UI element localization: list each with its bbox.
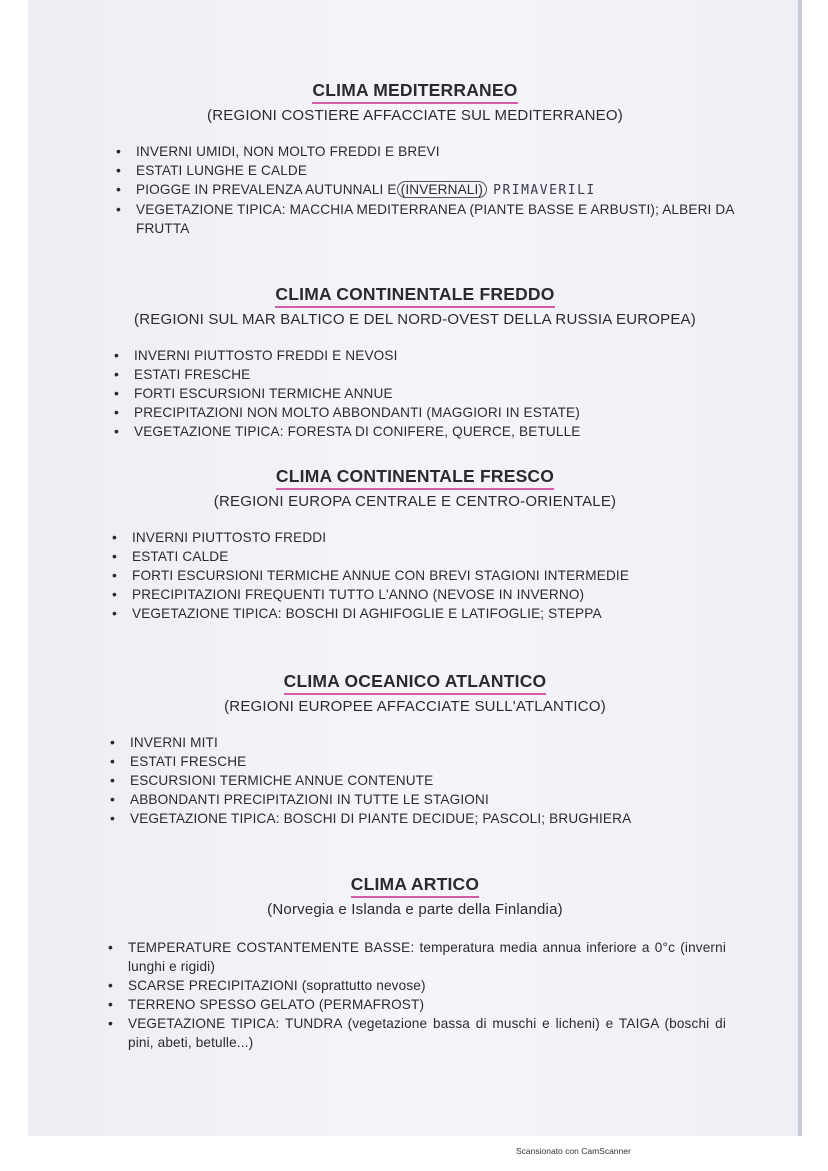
scanned-page [28,0,802,1136]
list-item-text: PIOGGE IN PREVALENZA AUTUNNALI E [136,182,397,197]
section-subtitle: (REGIONI EUROPA CENTRALE E CENTRO-ORIENTALE) [213,493,617,510]
list-item: • ESTATI FRESCHE [134,365,734,384]
bullet-list [132,528,752,623]
list-item: • PRECIPITAZIONI FREQUENTI TUTTO L'ANNO (NEVOSE IN INVERNO) [132,585,752,604]
list-item: • FORTI ESCURSIONI TERMICHE ANNUE CON BREVI STAGIONI INTERMEDIE [132,566,752,585]
list-item: • ABBONDANTI PRECIPITAZIONI IN TUTTE LE STAGIONI [130,790,750,809]
section-clima-continentale-freddo [28,284,802,441]
list-item: • ESTATI LUNGHE E CALDE [136,161,736,180]
section-title: CLIMA OCEANICO ATLANTICO [284,671,547,695]
list-item: • INVERNI PIUTTOSTO FREDDI [132,528,752,547]
bullet-list [128,938,726,1052]
section-title: CLIMA CONTINENTALE FREDDO [275,284,554,308]
list-item: • VEGETAZIONE TIPICA: TUNDRA (vegetazione bassa di muschi e licheni) e TAIGA (boschi di pini, abeti, betulle...) [128,1014,726,1052]
list-item: • ESCURSIONI TERMICHE ANNUE CONTENUTE [130,771,750,790]
list-item: • TERRENO SPESSO GELATO (PERMAFROST) [128,995,726,1014]
section-title: CLIMA ARTICO [351,874,479,898]
list-item: • VEGETAZIONE TIPICA: BOSCHI DI PIANTE DECIDUE; PASCOLI; BRUGHIERA [130,809,750,828]
bullet-list [130,733,750,828]
list-item: • PRECIPITAZIONI NON MOLTO ABBONDANTI (MAGGIORI IN ESTATE) [134,403,734,422]
list-item: • ESTATI CALDE [132,547,752,566]
bullet-list [134,346,734,441]
circled-word: (INVERNALI) [397,181,487,198]
handwritten-note: PRIMAVERILI [493,183,596,198]
section-clima-continentale-fresco [28,466,802,623]
section-subtitle: (Norvegia e Islanda e parte della Finlandia) [267,901,563,918]
list-item: • INVERNI MITI [130,733,750,752]
section-clima-mediterraneo [28,80,802,238]
list-item: • SCARSE PRECIPITAZIONI (soprattutto nevose) [128,976,726,995]
section-title: CLIMA MEDITERRANEO [312,80,517,104]
scanner-footer: Scansionato con CamScanner [516,1146,631,1156]
list-item: • TEMPERATURE COSTANTEMENTE BASSE: temperatura media annua inferiore a 0°c (inverni lunghi e rigidi) [128,938,726,976]
section-clima-artico [28,874,802,1052]
list-item: • VEGETAZIONE TIPICA: FORESTA DI CONIFERE, QUERCE, BETULLE [134,422,734,441]
list-item: • VEGETAZIONE TIPICA: BOSCHI DI AGHIFOGLIE E LATIFOGLIE; STEPPA [132,604,752,623]
section-clima-oceanico-atlantico [28,671,802,828]
section-subtitle: (REGIONI SUL MAR BALTICO E DEL NORD-OVEST DELLA RUSSIA EUROPEA) [134,311,696,328]
section-title: CLIMA CONTINENTALE FRESCO [276,466,554,490]
list-item: • FORTI ESCURSIONI TERMICHE ANNUE [134,384,734,403]
bullet-list [136,142,736,238]
section-subtitle: (REGIONI COSTIERE AFFACCIATE SUL MEDITERRANEO) [207,107,623,124]
list-item: • INVERNI PIUTTOSTO FREDDI E NEVOSI [134,346,734,365]
list-item: • VEGETAZIONE TIPICA: MACCHIA MEDITERRANEA (PIANTE BASSE E ARBUSTI); ALBERI DA FRUTTA [136,200,736,238]
list-item: • INVERNI UMIDI, NON MOLTO FREDDI E BREVI [136,142,736,161]
section-subtitle: (REGIONI EUROPEE AFFACCIATE SULL'ATLANTICO) [224,698,606,715]
list-item [136,180,736,200]
list-item: • ESTATI FRESCHE [130,752,750,771]
